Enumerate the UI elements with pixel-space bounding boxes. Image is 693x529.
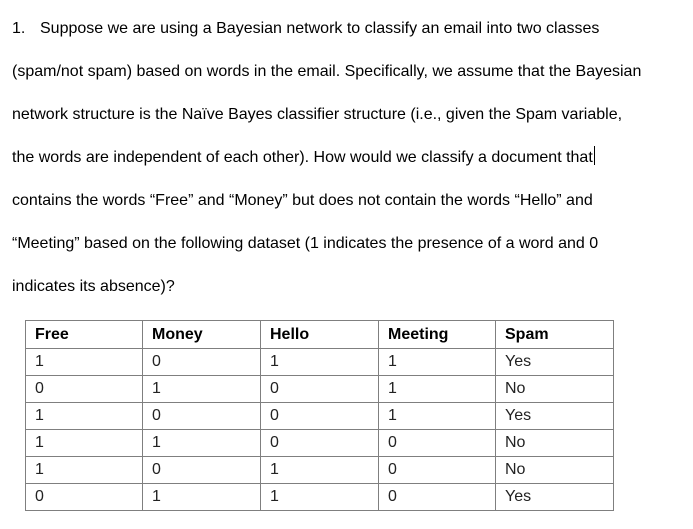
- cell: 1: [379, 376, 496, 403]
- cell: 0: [261, 430, 379, 457]
- cell: 0: [261, 376, 379, 403]
- table-row: [26, 349, 614, 376]
- cell: 1: [143, 430, 261, 457]
- header-free: Free: [26, 321, 143, 349]
- cell: 0: [379, 430, 496, 457]
- cell: 0: [379, 457, 496, 484]
- question-text: [12, 7, 693, 308]
- cell: 0: [26, 376, 143, 403]
- dataset-table: [25, 320, 614, 511]
- table-header-row: [26, 321, 614, 349]
- cell: 1: [26, 349, 143, 376]
- text-cursor: [594, 146, 595, 165]
- cell: 0: [261, 403, 379, 430]
- question-line: network structure is the Naïve Bayes classifier structure (i.e., given the Spam variable,: [12, 106, 623, 123]
- table-row: [26, 376, 614, 403]
- cell: 1: [143, 484, 261, 511]
- cell: 0: [143, 403, 261, 430]
- cell: Yes: [496, 403, 614, 430]
- question-line: (spam/not spam) based on words in the email. Specifically, we assume that the Bayesian: [12, 63, 642, 80]
- question-line: contains the words “Free” and “Money” but does not contain the words “Hello” and: [12, 192, 593, 209]
- question-line: the words are independent of each other). How would we classify a document that: [12, 136, 693, 179]
- cell: No: [496, 457, 614, 484]
- table-row: [26, 403, 614, 430]
- table-row: [26, 457, 614, 484]
- table-row: [26, 430, 614, 457]
- cell: 1: [26, 430, 143, 457]
- header-spam: Spam: [496, 321, 614, 349]
- cell: 0: [143, 349, 261, 376]
- cell: 1: [261, 484, 379, 511]
- header-meeting: Meeting: [379, 321, 496, 349]
- question-number: 1.: [12, 20, 26, 37]
- cell: 1: [379, 349, 496, 376]
- question-line: “Meeting” based on the following dataset (1 indicates the presence of a word and 0: [12, 235, 599, 252]
- cell: 1: [379, 403, 496, 430]
- table-row: [26, 484, 614, 511]
- question-line: indicates its absence)?: [12, 278, 175, 295]
- cell: Yes: [496, 349, 614, 376]
- cell: 1: [261, 457, 379, 484]
- cell: 0: [26, 484, 143, 511]
- header-hello: Hello: [261, 321, 379, 349]
- question-line: 1. Suppose we are using a Bayesian network to classify an email into two classes: [12, 7, 693, 50]
- cell: 1: [26, 457, 143, 484]
- cell: 0: [379, 484, 496, 511]
- cell: 1: [143, 376, 261, 403]
- cell: 1: [26, 403, 143, 430]
- cell: 0: [143, 457, 261, 484]
- cell: No: [496, 430, 614, 457]
- header-money: Money: [143, 321, 261, 349]
- cell: 1: [261, 349, 379, 376]
- cell: No: [496, 376, 614, 403]
- cell: Yes: [496, 484, 614, 511]
